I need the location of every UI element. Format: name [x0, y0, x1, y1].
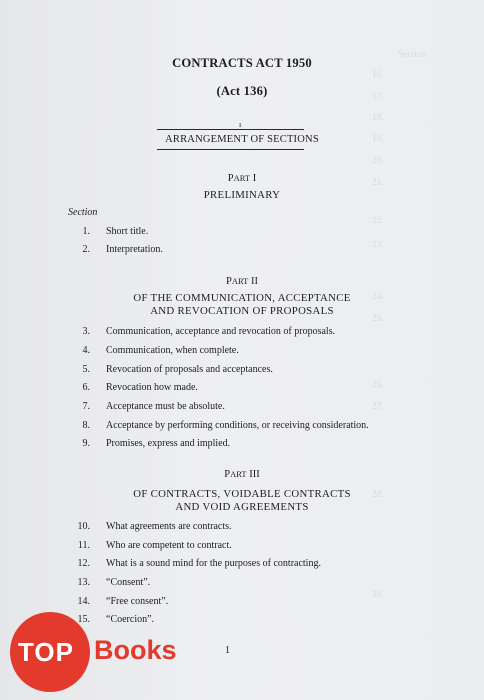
bleed-through-text: 21.: [372, 178, 384, 188]
section-title: Revocation of proposals and acceptances.: [106, 364, 273, 375]
act-number: (Act 136): [216, 84, 268, 98]
section-title: “Free consent”.: [106, 596, 169, 607]
section-number: 12.: [77, 558, 90, 569]
section-number: 5.: [82, 364, 90, 375]
section-number: 11.: [77, 540, 90, 551]
section-column-label: Section: [68, 207, 98, 218]
part-heading: OF THE COMMUNICATION, ACCEPTANCE: [133, 292, 351, 304]
section-number: 15.: [77, 614, 90, 625]
part-label: PART I: [227, 173, 257, 184]
bleed-through-text: 28.: [372, 490, 384, 500]
bleed-through-text: 19.: [372, 134, 384, 144]
section-title: Short title.: [106, 226, 149, 237]
bleed-through-text: 27.: [372, 402, 384, 412]
section-title: “Consent”.: [106, 577, 151, 588]
page-number: 1: [225, 645, 230, 656]
section-title: Interpretation.: [106, 244, 163, 255]
act-title: CONTRACTS ACT 1950: [172, 56, 312, 70]
topbooks-watermark-logo: [10, 612, 200, 692]
rule-bottom: [157, 149, 304, 150]
section-title: Who are competent to contract.: [106, 540, 232, 551]
bleed-through-text: 23.: [372, 240, 384, 250]
part-heading: OF CONTRACTS, VOIDABLE CONTRACTS: [133, 488, 351, 500]
section-number: 14.: [77, 596, 90, 607]
section-title: What is a sound mind for the purposes of contracting.: [106, 558, 321, 569]
part-label: PART III: [224, 469, 260, 480]
section-number: 6.: [82, 382, 90, 393]
section-number: 3.: [82, 326, 90, 337]
section-title: What agreements are contracts.: [106, 521, 232, 532]
bleed-through-text: 22.: [372, 216, 384, 226]
section-number: 13.: [77, 577, 90, 588]
section-number: 4.: [82, 345, 90, 356]
logo-badge-text: TOP: [18, 637, 74, 667]
bleed-through-text: 16.: [372, 70, 384, 80]
rule-top: [157, 129, 304, 130]
section-number: 1.: [82, 226, 90, 237]
section-number: 8.: [82, 420, 90, 431]
part-label: PART II: [226, 276, 258, 287]
bleed-through-text: 25.: [372, 314, 384, 324]
section-title: Revocation how made.: [106, 382, 198, 393]
part-heading: AND REVOCATION OF PROPOSALS: [150, 305, 334, 317]
section-title: Acceptance by performing conditions, or receiving consideration.: [106, 420, 369, 431]
bleed-through-text: 17.: [372, 92, 384, 102]
section-title: “Coercion”.: [106, 614, 155, 625]
section-title: Communication, when complete.: [106, 345, 239, 356]
section-number: 7.: [82, 401, 90, 412]
bleed-through-text: 20.: [372, 156, 384, 166]
bleed-through-text: 26.: [372, 380, 384, 390]
section-title: Communication, acceptance and revocation of proposals.: [106, 326, 336, 337]
part-heading: PRELIMINARY: [203, 189, 281, 201]
part-heading: AND VOID AGREEMENTS: [175, 501, 309, 513]
section-title: Promises, express and implied.: [106, 438, 231, 449]
section-title: Acceptance must be absolute.: [106, 401, 225, 412]
section-number: 10.: [77, 521, 90, 532]
arrangement-heading: ARRANGEMENT OF SECTIONS: [165, 134, 319, 145]
bleed-through-text: 18.: [372, 113, 384, 123]
bleed-through-text: Section: [398, 50, 427, 60]
bleed-through-text: 29.: [372, 590, 384, 600]
logo-brand-text: Books: [94, 635, 177, 665]
section-number: 2.: [82, 244, 90, 255]
caption-mark: ı: [239, 120, 242, 129]
bleed-through-text: 24.: [372, 292, 384, 302]
section-number: 9.: [82, 438, 90, 449]
